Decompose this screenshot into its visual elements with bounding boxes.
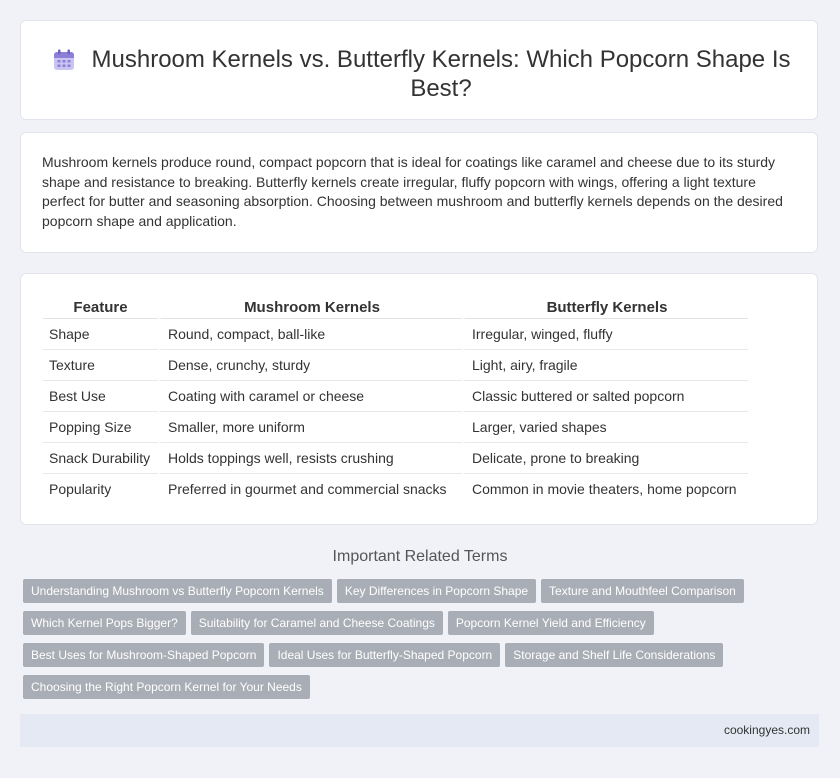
- mushroom-cell: Round, compact, ball-like: [158, 319, 462, 350]
- comparison-card: [20, 273, 818, 525]
- column-header-butterfly: Butterfly Kernels: [462, 296, 748, 319]
- related-term-tag[interactable]: Best Uses for Mushroom-Shaped Popcorn: [23, 643, 264, 667]
- related-term-tag[interactable]: Suitability for Caramel and Cheese Coatings: [191, 611, 443, 635]
- feature-cell: Best Use: [43, 381, 158, 412]
- related-term-tag[interactable]: Storage and Shelf Life Considerations: [505, 643, 723, 667]
- table-row: [43, 474, 748, 504]
- table-header-row: [43, 296, 748, 319]
- mushroom-cell: Dense, crunchy, sturdy: [158, 350, 462, 381]
- mushroom-cell: Coating with caramel or cheese: [158, 381, 462, 412]
- feature-cell: Snack Durability: [43, 443, 158, 474]
- related-term-tag[interactable]: Texture and Mouthfeel Comparison: [541, 579, 744, 603]
- butterfly-cell: Classic buttered or salted popcorn: [462, 381, 748, 412]
- feature-cell: Shape: [43, 319, 158, 350]
- feature-cell: Texture: [43, 350, 158, 381]
- feature-cell: Popping Size: [43, 412, 158, 443]
- comparison-table: [43, 296, 748, 504]
- mushroom-cell: Holds toppings well, resists crushing: [158, 443, 462, 474]
- footer: [20, 714, 819, 747]
- related-term-tag[interactable]: Key Differences in Popcorn Shape: [337, 579, 536, 603]
- butterfly-cell: Common in movie theaters, home popcorn: [462, 474, 748, 504]
- table-row: [43, 350, 748, 381]
- footer-site-link[interactable]: cookingyes.com: [723, 723, 810, 737]
- related-term-tag[interactable]: Choosing the Right Popcorn Kernel for Your Needs: [23, 675, 310, 699]
- related-term-tag[interactable]: Popcorn Kernel Yield and Efficiency: [448, 611, 654, 635]
- related-terms-heading: Important Related Terms: [332, 548, 508, 565]
- mushroom-cell: Preferred in gourmet and commercial snacks: [158, 474, 462, 504]
- title-card: [20, 20, 818, 120]
- butterfly-cell: Light, airy, fragile: [462, 350, 748, 381]
- butterfly-cell: Larger, varied shapes: [462, 412, 748, 443]
- feature-cell: Popularity: [49, 481, 112, 497]
- summary-card: [20, 132, 818, 253]
- butterfly-cell: Irregular, winged, fluffy: [462, 319, 748, 350]
- table-row: [43, 443, 748, 474]
- page-title: Mushroom Kernels vs. Butterfly Kernels: Which Popcorn Shape Is Best?: [91, 46, 791, 102]
- related-term-tag[interactable]: Which Kernel Pops Bigger?: [23, 611, 186, 635]
- related-terms-list: [23, 579, 823, 707]
- table-row: [43, 381, 748, 412]
- table-row: [43, 412, 748, 443]
- mushroom-cell: Smaller, more uniform: [158, 412, 462, 443]
- summary-text: Mushroom kernels produce round, compact popcorn that is ideal for coatings like caramel and cheese due to its sturdy shape and resistance to breaking. Butterfly kernels create irregular, fluffy popcorn with wings, offering a light texture perfect for butter and seasoning absorption. Choosing between mushroom and butterfly kernels depends on the desired popcorn shape and application.: [42, 154, 783, 229]
- butterfly-cell: Delicate, prone to breaking: [462, 443, 748, 474]
- related-term-tag[interactable]: Ideal Uses for Butterfly-Shaped Popcorn: [269, 643, 500, 667]
- table-row: [43, 319, 748, 350]
- related-term-tag[interactable]: Understanding Mushroom vs Butterfly Popcorn Kernels: [23, 579, 332, 603]
- column-header-feature: Feature: [43, 296, 158, 319]
- column-header-mushroom: Mushroom Kernels: [158, 296, 462, 319]
